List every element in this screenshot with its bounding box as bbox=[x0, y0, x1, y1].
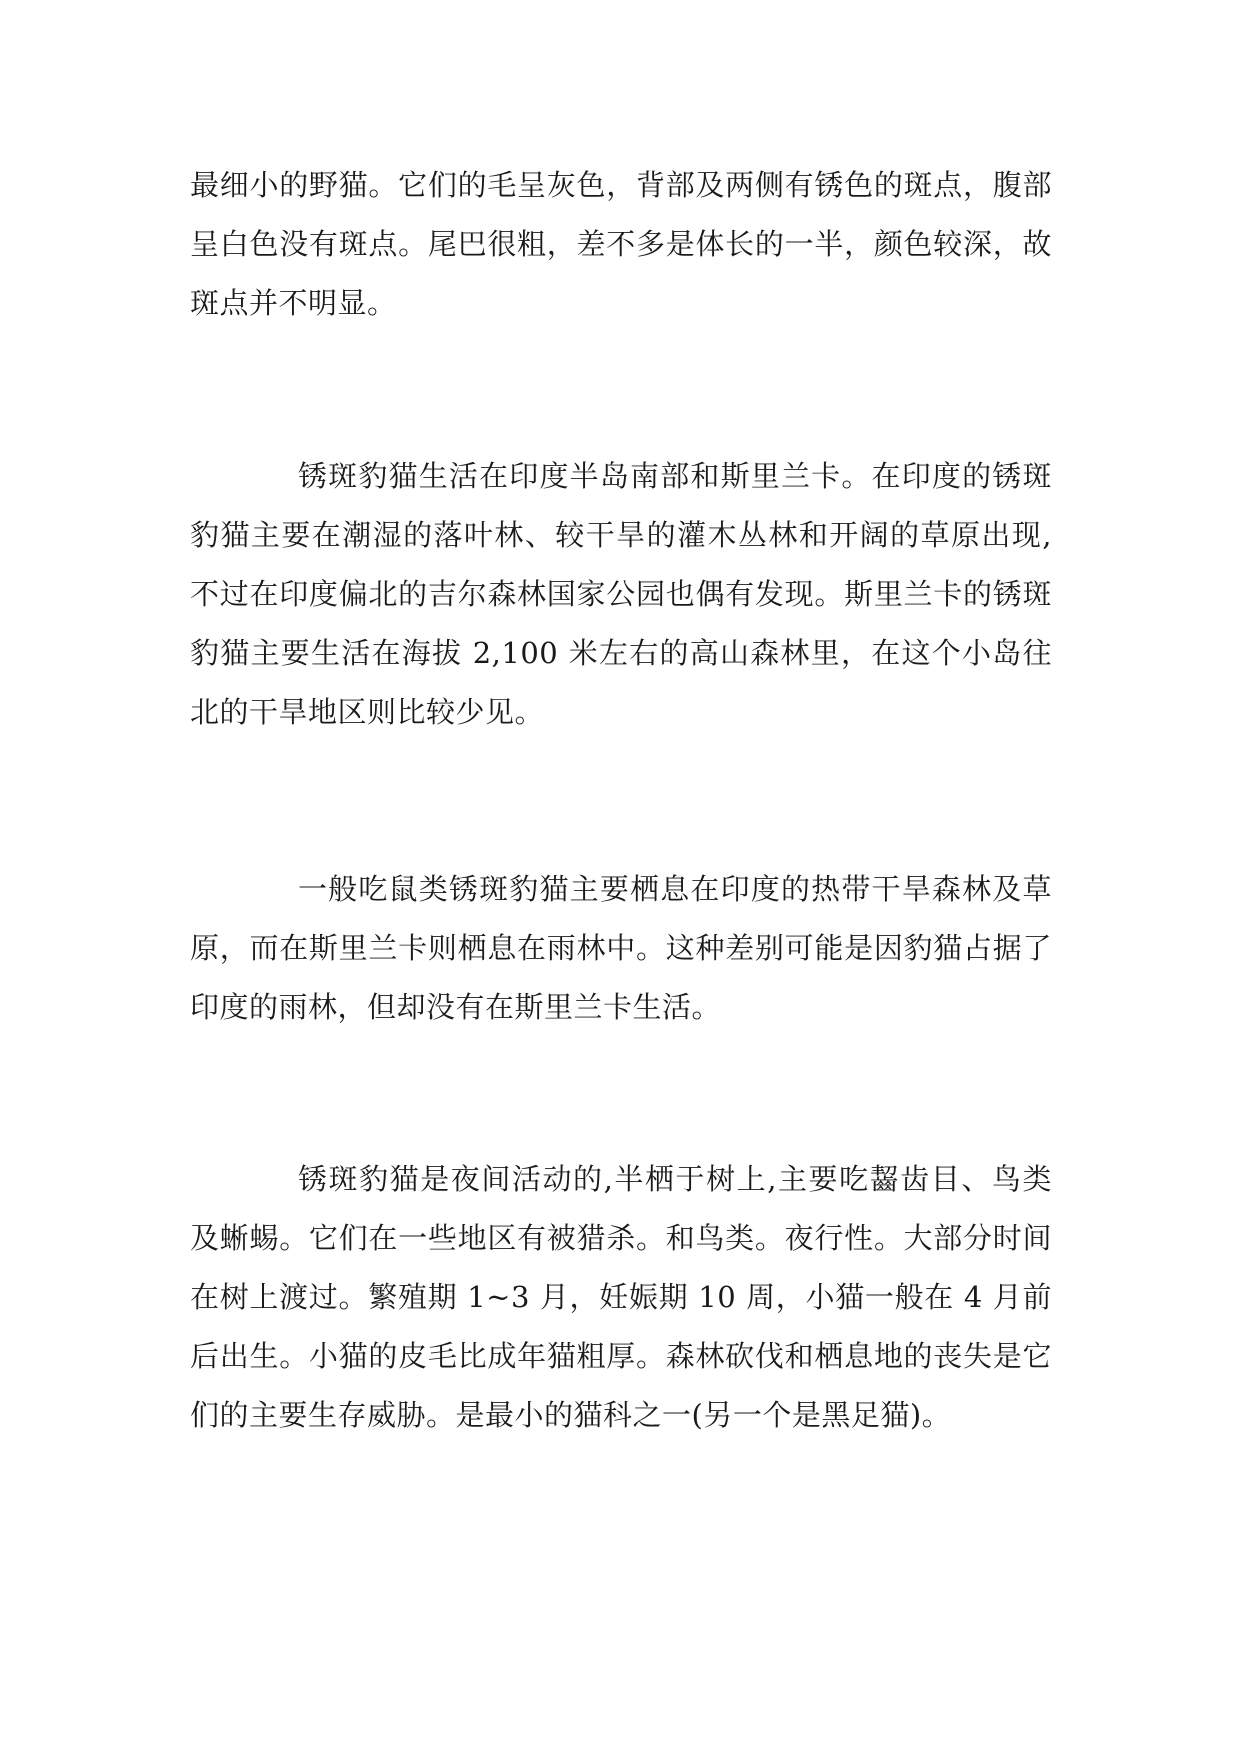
paragraph-4: 锈斑豹猫是夜间活动的,半栖于树上,主要吃齧齿目、鸟类及蜥蜴。它们在一些地区有被猎杀。和鸟类。夜行性。大部分时间在树上渡过。繁殖期 1~3 月，妊娠期 10 周，小猫一般在 4 月前后出生。小猫的皮毛比成年猫粗厚。森林砍伐和栖息地的丧失是它们的主要生存威胁。是最小的猫科之一(另一个是黑足猫)。 bbox=[190, 1162, 1052, 1432]
paragraph-2: 锈斑豹猫生活在印度半岛南部和斯里兰卡。在印度的锈斑豹猫主要在潮湿的落叶林、较干旱的灌木丛林和开阔的草原出现,不过在印度偏北的吉尔森林国家公园也偶有发现。斯里兰卡的锈斑豹猫主要生活在海拔 2,100 米左右的高山森林里，在这个小岛往北的干旱地区则比较少见。 bbox=[190, 459, 1052, 729]
paragraph-3: 一般吃鼠类锈斑豹猫主要栖息在印度的热带干旱森林及草原，而在斯里兰卡则栖息在雨林中。这种差别可能是因豹猫占据了印度的雨林，但却没有在斯里兰卡生活。 bbox=[190, 872, 1052, 1024]
paragraph-1: 最细小的野猫。它们的毛呈灰色，背部及两侧有锈色的斑点，腹部呈白色没有斑点。尾巴很粗，差不多是体长的一半，颜色较深，故斑点并不明显。 bbox=[190, 168, 1052, 320]
